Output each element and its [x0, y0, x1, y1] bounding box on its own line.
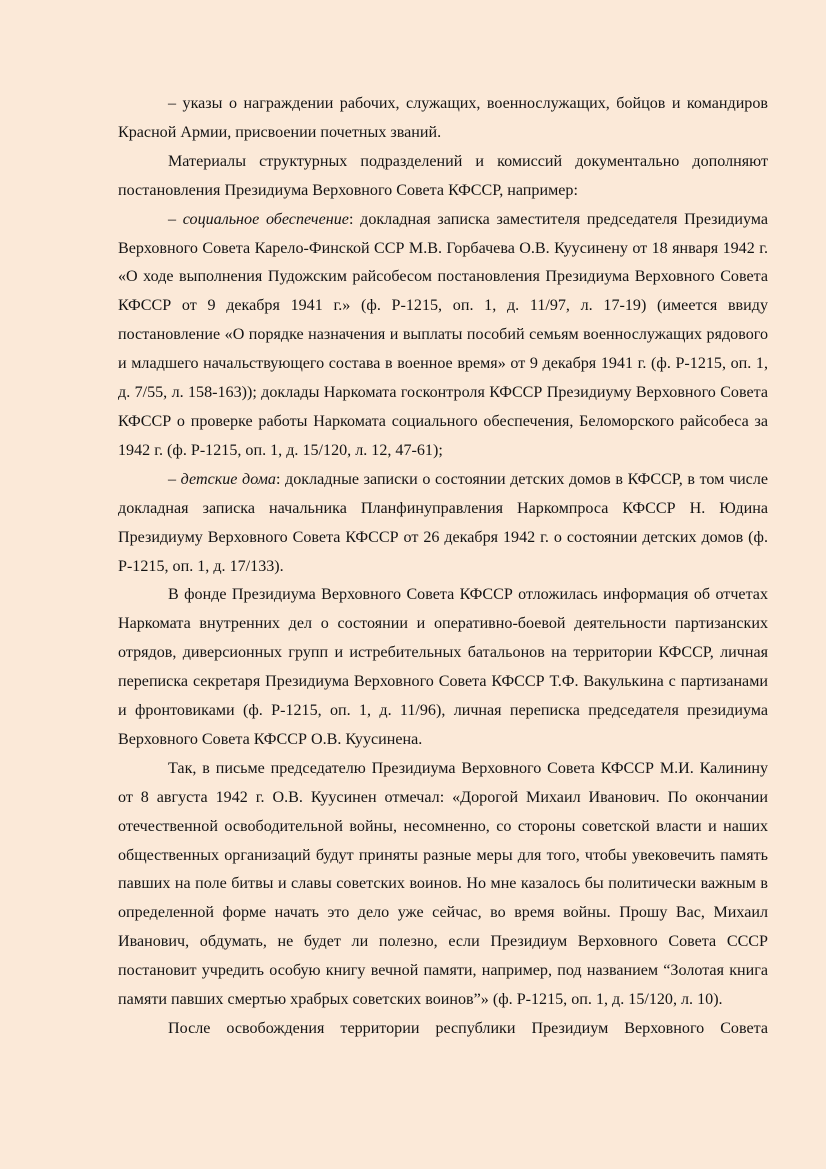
italic-term: социальное обеспечение — [182, 210, 349, 228]
paragraph-materials-intro — [118, 148, 768, 206]
paragraph-awards-decrees — [118, 90, 768, 148]
text-segment: В фонде Президиума Верховного Совета КФССР отложилась информация об отчетах Наркомата внутренних дел о состоянии и оперативно-боевой деятельности партизанских отрядов, диверсионных групп и истребительных батальонов на территории КФССР, личная переписка секретаря Президиума Верховного Совета КФССР Т.Ф. Вакулькина с партизанами и фронтовиками (ф. Р-1215, оп. 1, д. 11/96), личная переписка председателя президиума Верховного Совета КФССР О.В. Куусинена. — [118, 586, 768, 748]
text-segment: : докладная записка заместителя председателя Президиума Верховного Совета Карело-Финской ССР М.В. Горбачева О.В. Куусинену от 18 января 1942 г. «О ходе выполнения Пудожским райсобесом постановления Президиума Верховного Совета КФССР от 9 декабря 1941 г.» (ф. Р-1215, оп. 1, д. 11/97, л. 17-19) (имеется ввиду постановление «О порядке назначения и выплаты пособий семьям военнослужащих рядового и младшего начальствующего состава в военное время» от 9 декабря 1941 г. (ф. Р-1215, оп. 1, д. 7/55, л. 158-163)); доклады Наркомата госконтроля КФССР Президиуму Верховного Совета КФССР о проверке работы Наркомата социального обеспечения, Беломорского райсобеса за 1942 г. (ф. Р-1215, оп. 1, д. 15/120, л. 12, 47-61); — [118, 210, 769, 459]
paragraph-fund-information — [118, 581, 768, 754]
text-segment: – — [168, 210, 183, 228]
italic-term: детские дома — [180, 470, 276, 488]
paragraph-orphanages — [118, 466, 768, 582]
paragraph-social-security — [118, 206, 768, 466]
text-segment: После освобождения территории республики Президиум Верховного Совета — [168, 1020, 768, 1037]
text-segment: – указы о награждении рабочих, служащих, военнослужащих, бойцов и командиров Красной Армии, присвоении почетных званий. — [118, 95, 768, 141]
paragraph-kuusinen-letter — [118, 755, 768, 1015]
paragraph-after-liberation — [118, 1015, 768, 1044]
text-segment: : докладные записки о состоянии детских домов в КФССР, в том числе докладная записка начальника Планфинуправления Наркомпроса КФССР Н. Юдина Президиуму Верховного Совета КФССР от 26 декабря 1942 г. о состоянии детских домов (ф. Р-1215, оп. 1, д. 17/133). — [118, 470, 769, 575]
text-segment: – — [168, 470, 181, 488]
text-segment: Так, в письме председателю Президиума Верховного Совета КФССР М.И. Калинину от 8 августа 1942 г. О.В. Куусинен отмечал: «Дорогой Михаил Иванович. По окончании отечественной освободительной войны, несомненно, со стороны советской власти и наших общественных организаций будут приняты разные меры для того, чтобы увековечить память павших на поле битвы и славы советских воинов. Но мне казалось бы политически важным в определенной форме начать это дело уже сейчас, во время войны. Прошу Вас, Михаил Иванович, обдумать, не будет ли полезно, если Президиум Верховного Совета СССР постановит учредить особую книгу вечной памяти, например, под названием “Золотая книга памяти павших смертью храбрых советских воинов”» (ф. Р-1215, оп. 1, д. 15/120, л. 10). — [118, 759, 768, 1009]
text-segment: Материалы структурных подразделений и комиссий документально дополняют постановления Президиума Верховного Совета КФССР, например: — [118, 152, 768, 199]
